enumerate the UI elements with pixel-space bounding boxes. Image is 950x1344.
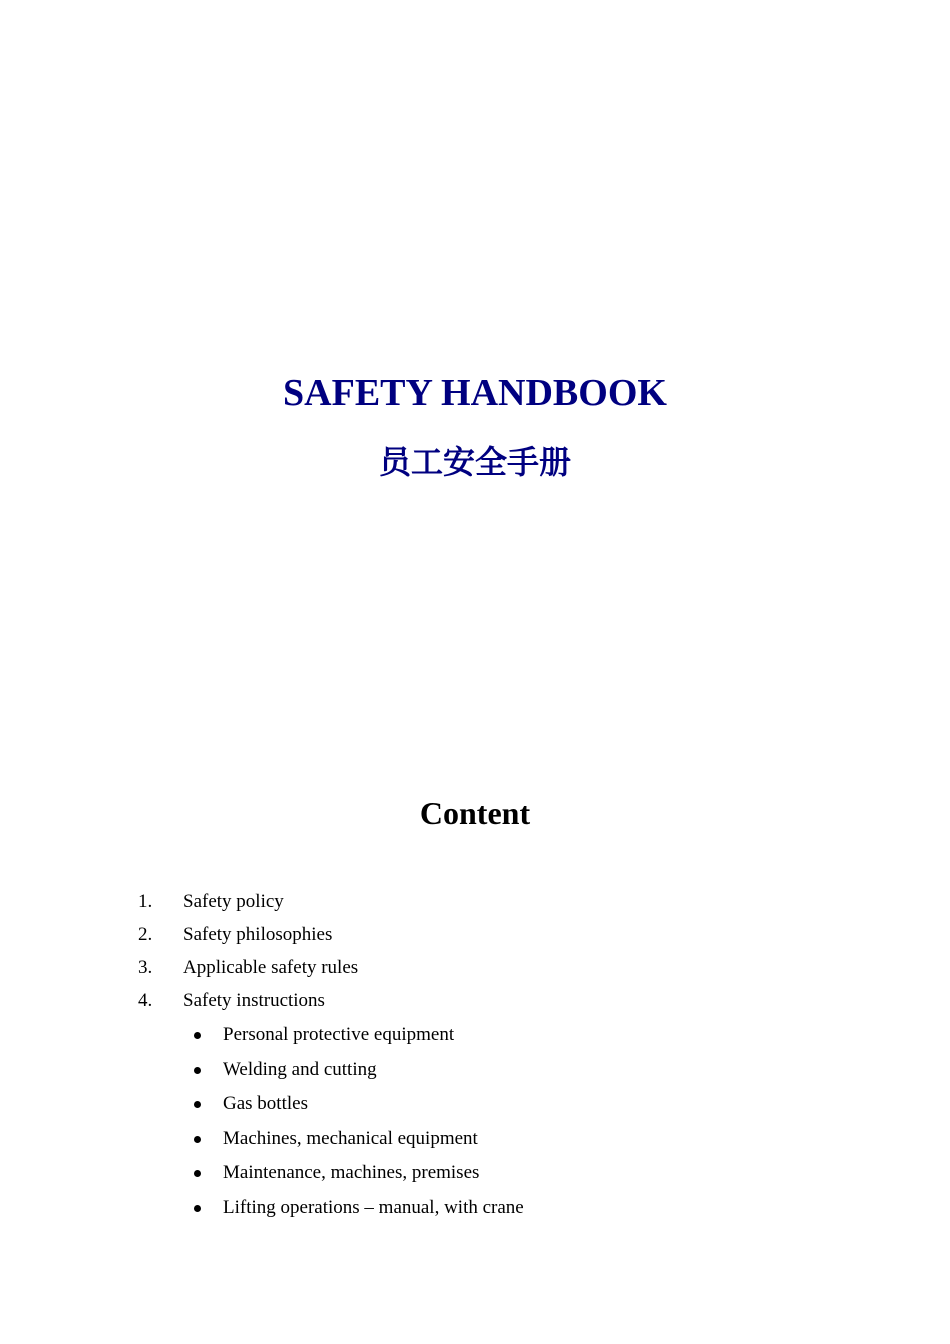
toc-item-text: Applicable safety rules [183, 957, 359, 978]
toc-subitem-text: Personal protective equipment [223, 1024, 455, 1045]
toc-item-text: Safety instructions [183, 990, 325, 1011]
toc-item-number: 1. [138, 891, 153, 912]
toc-subitem-text: Lifting operations – manual, with crane [223, 1197, 524, 1218]
toc-subitem-text: Maintenance, machines, premises [223, 1162, 480, 1183]
toc-item-number: 3. [138, 957, 153, 978]
bullet-icon [194, 1101, 201, 1108]
bullet-icon [194, 1067, 201, 1074]
bullet-icon [194, 1032, 201, 1039]
bullet-icon [194, 1170, 201, 1177]
bullet-icon [194, 1136, 201, 1143]
toc-item-number: 4. [138, 990, 153, 1011]
document-title-english: SAFETY HANDBOOK [283, 372, 667, 414]
toc-subitem-text: Gas bottles [223, 1093, 308, 1114]
content-heading: Content [419, 795, 531, 831]
toc-subitem-text: Machines, mechanical equipment [223, 1128, 478, 1149]
toc-item-text: Safety philosophies [183, 924, 333, 945]
bullet-icon [194, 1205, 201, 1212]
toc-item-text: Safety policy [183, 891, 284, 912]
toc-subitem-text: Welding and cutting [223, 1059, 377, 1080]
toc-item-number: 2. [138, 924, 153, 945]
document-title-chinese: 员工安全手册 [378, 443, 571, 481]
